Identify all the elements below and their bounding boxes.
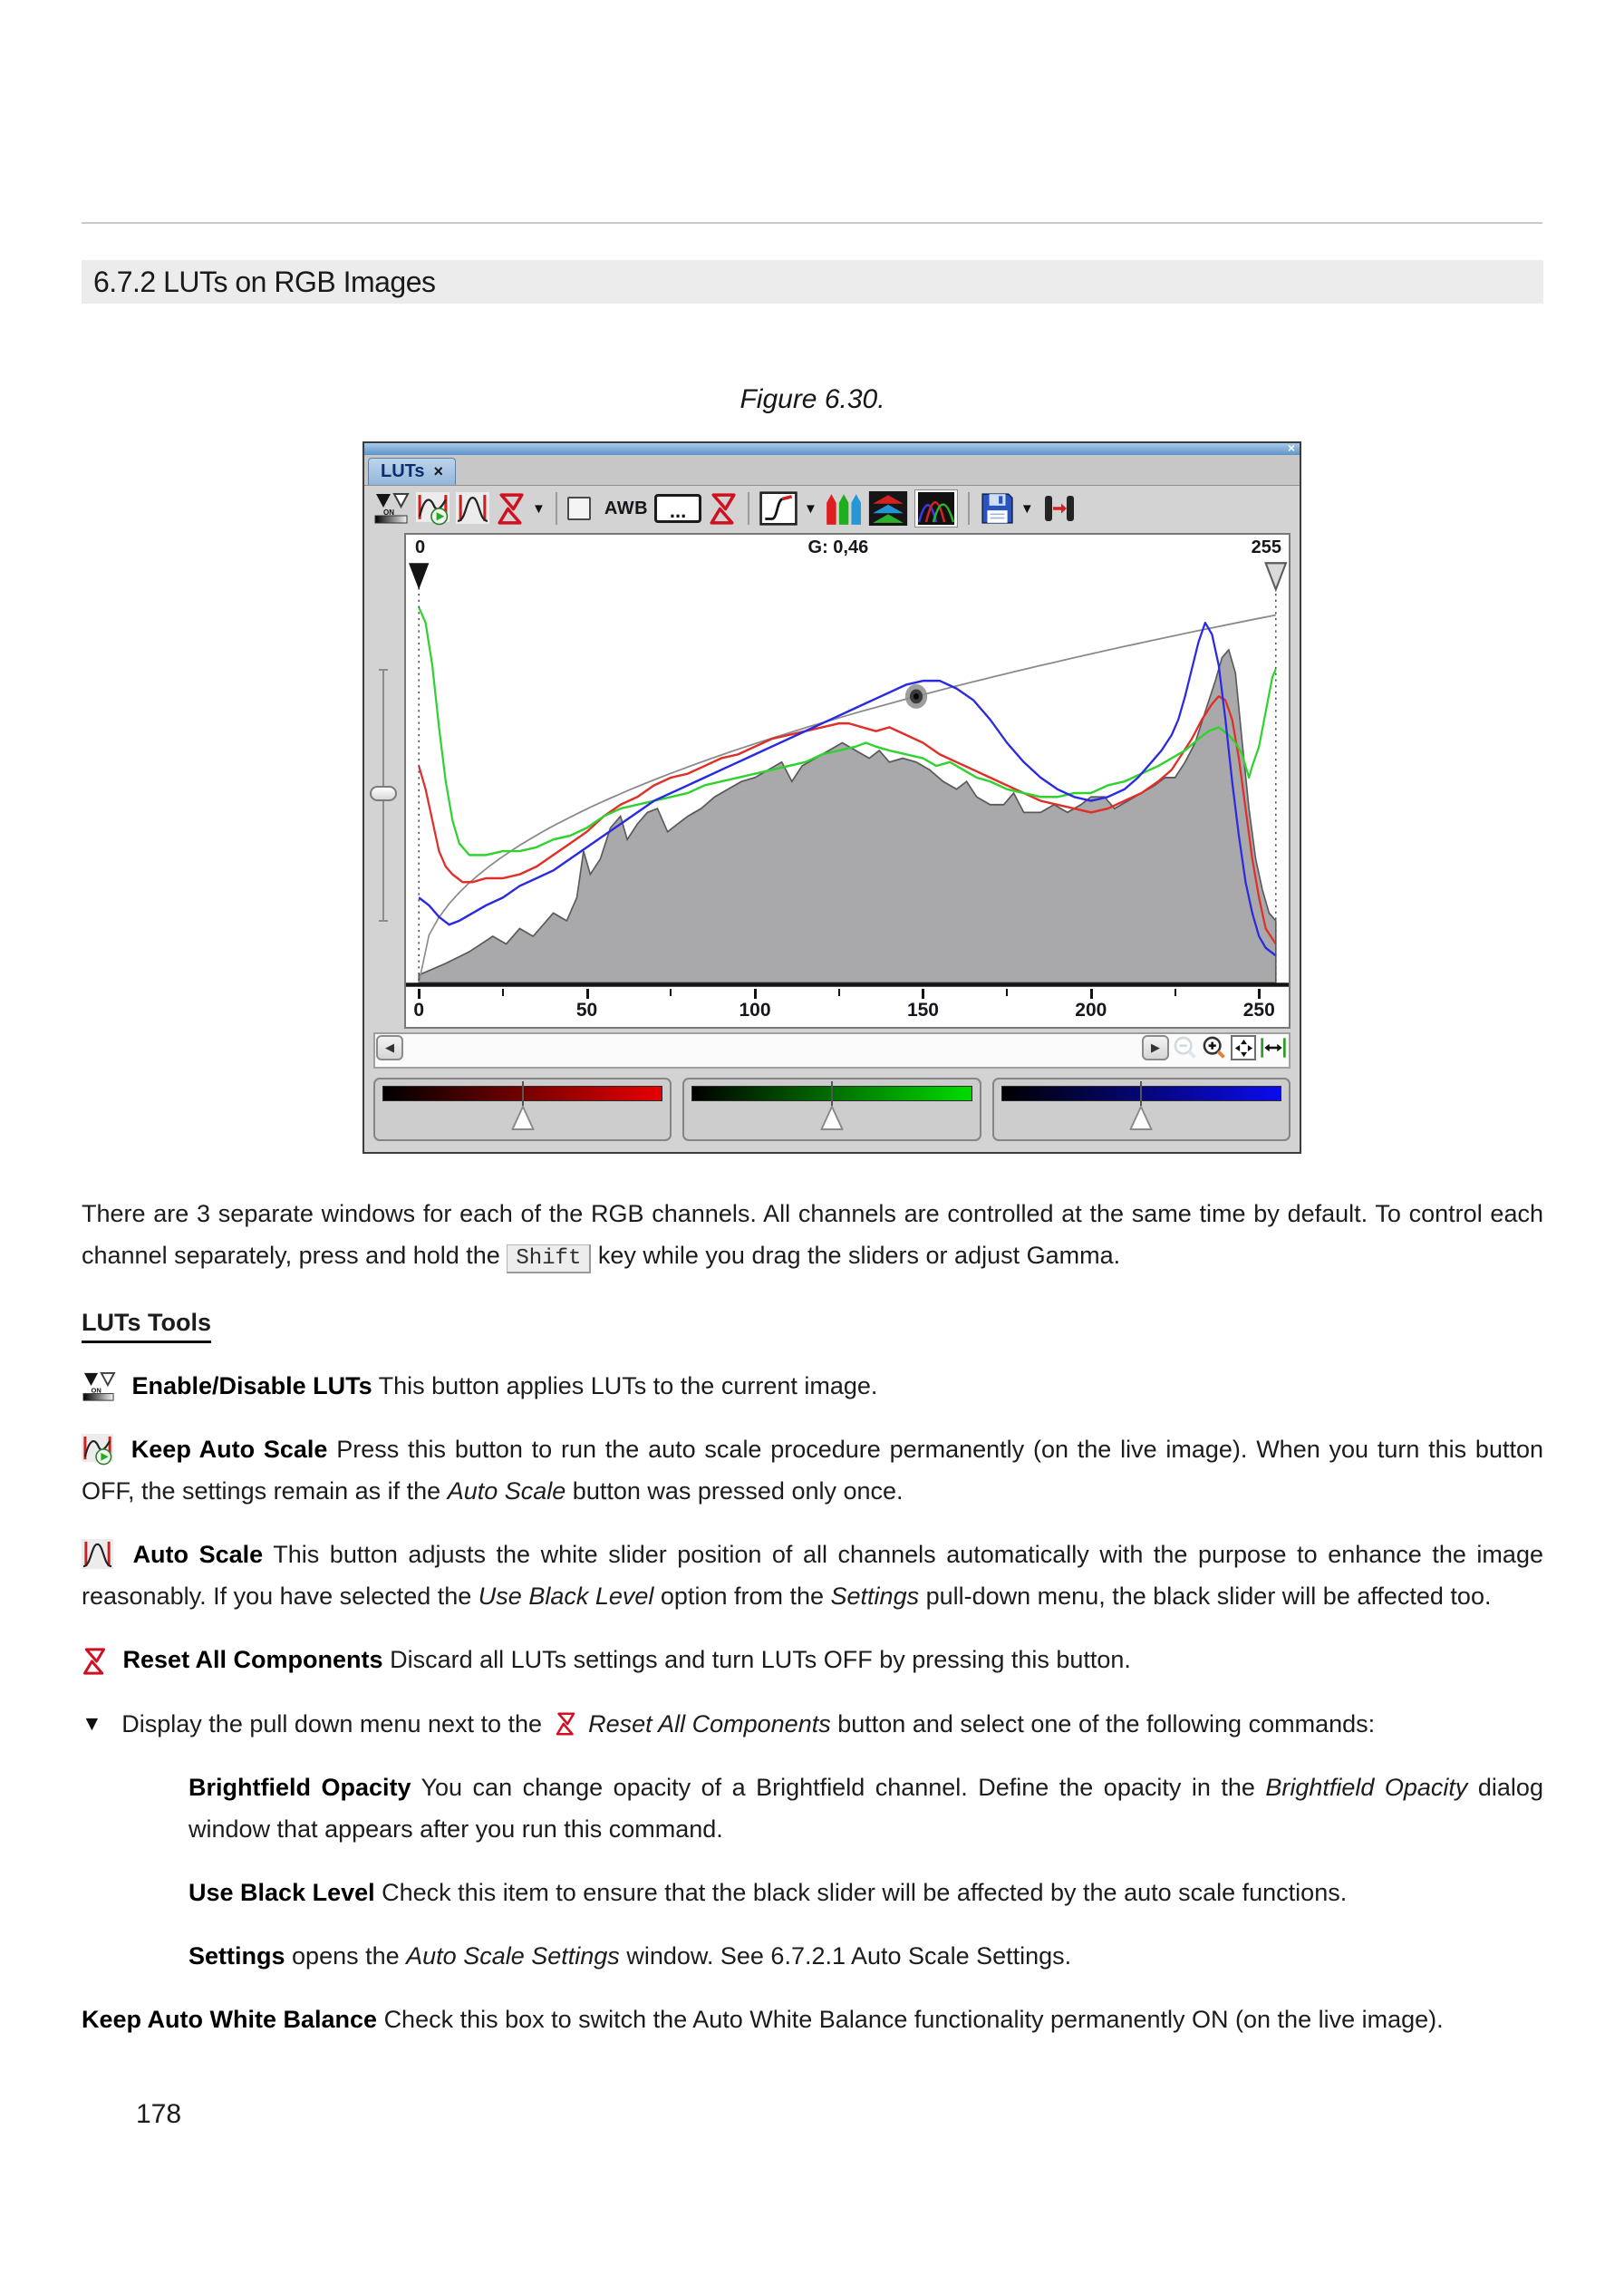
figure-caption: Figure 6.30.	[740, 384, 885, 414]
x-axis-tick	[1006, 989, 1008, 996]
stacked-histogram-view-button[interactable]	[868, 491, 908, 526]
pulldown-triangle-icon: ▼	[82, 1711, 102, 1735]
x-axis-tick	[922, 989, 924, 999]
tool-reset-all: Reset All Components Discard all LUTs settings and turn LUTs OFF by pressing this button.	[82, 1639, 1543, 1680]
keep-auto-scale-icon	[416, 492, 450, 526]
luts-toolbar	[364, 486, 1300, 531]
command-label: Settings	[188, 1942, 285, 1970]
body-text	[82, 1193, 1543, 2062]
x-axis-tick-label: 0	[413, 1000, 425, 1021]
vertical-slider-thumb[interactable]	[370, 786, 397, 801]
rgb-curves-view-button[interactable]	[914, 489, 958, 528]
fit-range-button[interactable]	[1040, 492, 1078, 525]
gamma-value-label: G: 0,46	[807, 537, 869, 557]
reset-all-components-icon	[82, 1647, 107, 1676]
section-heading: 6.7.2 LUTs on RGB Images	[82, 260, 1543, 304]
zoom-controls	[1142, 1035, 1287, 1060]
x-axis-tick	[754, 989, 757, 999]
x-axis-tick-label: 150	[906, 1000, 939, 1021]
rgb-bars-icon	[824, 491, 862, 526]
reset-all-components-icon	[496, 492, 526, 526]
tool-pulldown-menu: ▼ Display the pull down menu next to the Reset All Components button and select one of the following commands:	[82, 1710, 1376, 1737]
histogram-chart[interactable]	[406, 561, 1289, 989]
green-channel-slider[interactable]	[682, 1078, 981, 1141]
histogram-scrollbar	[373, 1032, 1290, 1069]
pan-mode-button[interactable]	[1231, 1035, 1256, 1060]
luts-tools-heading: LUTs Tools	[82, 1302, 1543, 1343]
gamma-lut-icon	[759, 491, 798, 526]
awb-checkbox[interactable]	[567, 497, 591, 520]
keep-auto-scale-button[interactable]	[416, 492, 450, 526]
auto-scale-icon	[82, 1539, 113, 1571]
enable-disable-luts-icon	[373, 492, 410, 525]
fit-width-icon[interactable]	[1260, 1036, 1287, 1060]
vertical-zoom-gutter	[364, 533, 404, 1029]
red-gamma-pointer[interactable]	[511, 1106, 534, 1130]
white-slider-triangle	[1266, 563, 1286, 589]
pan-icon	[1234, 1039, 1253, 1058]
zoom-out-icon	[1173, 1035, 1198, 1060]
tab-luts[interactable]	[368, 458, 456, 485]
black-slider-triangle	[409, 563, 429, 589]
scroll-left-button[interactable]	[376, 1035, 403, 1060]
fit-range-icon	[1040, 492, 1078, 525]
blue-gamma-pointer[interactable]	[1130, 1106, 1153, 1130]
gamma-lut-dropdown-button[interactable]: ▼	[804, 500, 817, 517]
x-axis-tick	[502, 989, 504, 996]
reset-all-components-icon	[555, 1711, 576, 1737]
x-axis-tick-label: 50	[575, 1000, 598, 1021]
intro-text-1: There are 3 separate windows for each of the RGB channels. All channels are controlled at the same time by default. To control each channel separately, press and hold the	[82, 1200, 1543, 1269]
histogram-x-axis	[406, 989, 1289, 1027]
stacked-histogram-icon	[868, 491, 908, 526]
reset-dropdown-button[interactable]: ▼	[532, 500, 546, 517]
paragraph-label: Keep Auto White Balance	[82, 2006, 378, 2033]
shift-key-cap: Shift	[507, 1244, 591, 1273]
toolbar-separator	[748, 492, 749, 525]
rgb-curves-icon	[917, 492, 955, 525]
blue-gradient-midpoint	[1140, 1081, 1142, 1106]
reset-all-components-button[interactable]	[496, 492, 526, 526]
tool-label: Keep Auto Scale	[130, 1436, 328, 1463]
window-close-icon[interactable]: ×	[1287, 440, 1295, 455]
scroll-right-button[interactable]	[1142, 1035, 1169, 1060]
toolbar-separator	[556, 492, 557, 525]
keep-auto-scale-icon	[82, 1434, 113, 1466]
black-level-label: 0	[415, 537, 426, 557]
x-axis-tick-label: 250	[1242, 1000, 1275, 1021]
x-axis-tick	[418, 989, 420, 999]
scroll-left-icon: ◀	[385, 1041, 394, 1054]
histogram-header	[406, 535, 1289, 561]
x-axis-tick-label: 200	[1075, 1000, 1107, 1021]
x-axis-tick	[838, 989, 840, 996]
gamma-lut-button[interactable]	[759, 491, 798, 526]
intro-paragraph	[82, 1193, 1543, 1280]
x-axis-tick	[1258, 989, 1261, 999]
x-axis-tick	[1174, 989, 1176, 996]
red-channel-slider[interactable]	[373, 1078, 672, 1141]
keep-auto-white-balance: Keep Auto White Balance Check this box to switch the Auto White Balance functionality permanently ON (on the live image).	[82, 2006, 1444, 2033]
histogram-panel	[404, 533, 1290, 1029]
tab-luts-label: LUTs	[381, 461, 425, 481]
blue-channel-slider[interactable]	[992, 1078, 1290, 1141]
x-axis-tick	[1090, 989, 1093, 999]
command-use-black-level: Use Black Level Check this item to ensure that the black slider will be affected by the auto scale functions.	[188, 1879, 1348, 1906]
intro-text-2: key while you drag the sliders or adjust Gamma.	[597, 1242, 1121, 1269]
reset-awb-icon	[708, 492, 738, 526]
auto-scale-button[interactable]	[456, 492, 489, 526]
window-titlebar	[364, 440, 1300, 455]
green-gamma-pointer[interactable]	[820, 1106, 843, 1130]
tool-label: Reset All Components	[122, 1646, 383, 1673]
tab-close-icon[interactable]: ×	[433, 462, 444, 480]
white-level-label: 255	[1251, 537, 1281, 557]
command-label: Use Black Level	[188, 1879, 375, 1906]
command-label: Brightfield Opacity	[188, 1774, 411, 1801]
x-axis-tick-label: 100	[739, 1000, 771, 1021]
rgb-bars-view-button[interactable]	[824, 491, 862, 526]
awb-settings-button[interactable]: ...	[654, 494, 701, 523]
histogram-svg	[406, 561, 1289, 989]
scroll-right-icon: ▶	[1151, 1041, 1160, 1054]
enable-disable-luts-button[interactable]	[373, 492, 410, 525]
tool-auto-scale: Auto Scale This button adjusts the white slider position of all channels automatically with the purpose to enhance the image reasonably. If you have selected the Use Black Level option from the Settings pull-down menu, the black slider will be affected too.	[82, 1541, 1543, 1610]
red-gradient-midpoint	[522, 1081, 524, 1106]
command-settings: Settings opens the Auto Scale Settings window. See 6.7.2.1 Auto Scale Settings.	[188, 1942, 1072, 1970]
luts-window	[362, 441, 1301, 1154]
zoom-in-icon[interactable]	[1202, 1035, 1227, 1060]
x-axis-tick	[586, 989, 589, 999]
page-number: 178	[136, 2099, 182, 2129]
x-axis-tick	[670, 989, 672, 996]
tool-keep-auto-scale: Keep Auto Scale Press this button to run the auto scale procedure permanently (on the live image). When you turn this button OFF, the settings remain as if the Auto Scale button was pressed only once.	[82, 1436, 1543, 1505]
save-dropdown-button[interactable]: ▼	[1020, 500, 1034, 517]
command-brightfield-opacity: Brightfield Opacity You can change opacity of a Brightfield channel. Define the opacity in the Brightfield Opacity dialog window that appears after you run this command.	[188, 1774, 1543, 1843]
green-gradient-midpoint	[831, 1081, 833, 1106]
enable-disable-luts-icon	[82, 1371, 116, 1402]
page-divider	[82, 222, 1542, 224]
save-luts-button[interactable]	[980, 491, 1014, 526]
tool-enable-disable: Enable/Disable LUTs This button applies LUTs to the current image.	[82, 1365, 1543, 1407]
auto-scale-icon	[456, 492, 489, 526]
channel-gradient-row	[364, 1069, 1300, 1152]
tool-label: Auto Scale	[132, 1541, 264, 1568]
tool-label: Enable/Disable LUTs	[131, 1372, 372, 1399]
reset-awb-button[interactable]	[708, 492, 738, 526]
histogram-area	[364, 531, 1300, 1029]
awb-label: AWB	[604, 498, 649, 518]
toolbar-separator	[968, 492, 970, 525]
save-icon	[980, 491, 1014, 526]
tab-strip	[364, 455, 1300, 486]
